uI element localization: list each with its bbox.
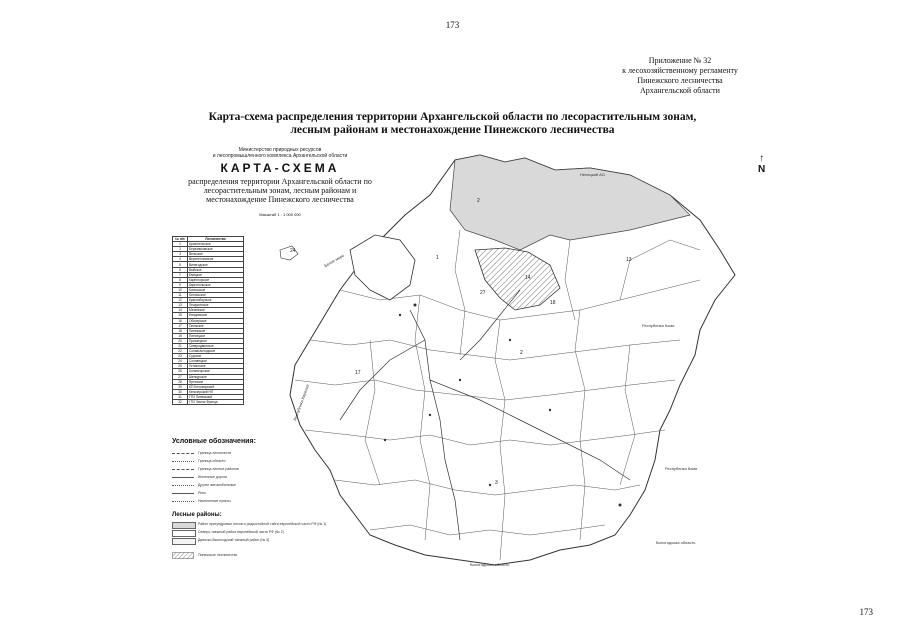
- forestry-name: ЛП Беломорский: [188, 384, 244, 389]
- forestry-name: Карпогорское: [188, 277, 244, 282]
- convention-symbol: [172, 453, 194, 454]
- row-number: 29: [173, 384, 188, 389]
- zone-3-swatch: [172, 538, 196, 545]
- region-number: 24: [290, 248, 296, 254]
- row-number: 17: [173, 323, 188, 328]
- row-number: 15: [173, 313, 188, 318]
- row-number: 24: [173, 359, 188, 364]
- forestry-name: Вельское: [188, 252, 244, 257]
- row-number: 18: [173, 328, 188, 333]
- conventions-title: Условные обозначения:: [172, 438, 256, 445]
- row-number: 5: [173, 262, 188, 267]
- place-label: Ненецкий АО: [580, 172, 605, 177]
- forestry-name: Красноборское: [188, 298, 244, 303]
- pinega-swatch: [172, 552, 194, 559]
- forestry-name: Яренское: [188, 379, 244, 384]
- forestry-name: Кенозерский НП: [188, 389, 244, 394]
- row-number: 14: [173, 308, 188, 313]
- forestry-name: Соловецкое: [188, 359, 244, 364]
- legend-body: [173, 242, 244, 405]
- region-number: 2: [477, 198, 480, 204]
- page-number-top: 173: [445, 20, 460, 30]
- row-number: 8: [173, 277, 188, 282]
- forestry-name: Архангельское: [188, 242, 244, 247]
- forestry-name: Каргопольское: [188, 282, 244, 287]
- forestry-name: Котласское: [188, 293, 244, 298]
- page-title: [0, 111, 905, 137]
- map-scale: Масштаб 1 : 1 000 000: [259, 212, 301, 217]
- subtitle-line: распределения территории Архангельской области по: [188, 177, 372, 186]
- convention-label: Граница области: [198, 459, 226, 463]
- appendix-line: Архангельской области: [640, 86, 720, 95]
- appendix-line: к лесохозяйственному регламенту: [622, 66, 738, 75]
- north-arrow-icon: ↑: [759, 153, 765, 164]
- convention-symbol: [172, 501, 194, 502]
- column-header: Лесничество: [188, 237, 244, 242]
- row-number: 13: [173, 303, 188, 308]
- row-number: 26: [173, 369, 188, 374]
- row-number: 4: [173, 257, 188, 262]
- forestry-name: Емецкое: [188, 272, 244, 277]
- title-line: лесным районам и местонахождение Пинежского лесничества: [290, 124, 615, 136]
- forestry-name: Плесецкое: [188, 333, 244, 338]
- row-number: 19: [173, 333, 188, 338]
- region-number: 27: [480, 290, 486, 296]
- forestry-name: Северодвинское: [188, 343, 244, 348]
- map-title: КАРТА-СХЕМА: [220, 161, 340, 175]
- place-label: Вологодская область: [470, 562, 510, 567]
- page-number-bottom: 173: [859, 607, 873, 617]
- appendix-line: Пинежского лесничества: [637, 76, 723, 85]
- convention-symbol: [172, 493, 194, 494]
- pinega-label: Пинежское лесничество: [198, 553, 238, 557]
- forestry-name: Няндомское: [188, 313, 244, 318]
- convention-label: Граница лесных районов: [198, 467, 239, 471]
- row-number: 30: [173, 389, 188, 394]
- forestry-name: Онежское: [188, 323, 244, 328]
- row-number: 23: [173, 354, 188, 359]
- table-row: [173, 400, 244, 405]
- ministry-line: и лесопромышленного комплекса Архангельской области: [212, 153, 348, 159]
- appendix-note: [550, 56, 810, 96]
- row-number: 10: [173, 287, 188, 292]
- forestry-name: ГПЗ Пинежский: [188, 394, 244, 399]
- convention-symbol: [172, 461, 194, 462]
- row-number: 28: [173, 379, 188, 384]
- north-letter: N: [758, 164, 766, 175]
- forestry-name: Пинежское: [188, 328, 244, 333]
- row-number: 3: [173, 252, 188, 257]
- place-label: Белое море: [323, 252, 345, 269]
- row-number: 6: [173, 267, 188, 272]
- row-number: 22: [173, 349, 188, 354]
- region-number: 3: [495, 480, 498, 486]
- row-number: 1: [173, 242, 188, 247]
- convention-label: Граница лесничеств: [198, 451, 232, 455]
- subtitle-line: местонахождение Пинежского лесничества: [206, 195, 354, 204]
- subtitle-line: лесорастительным зонам, лесным районам и: [203, 186, 357, 195]
- forestry-name: Холмогорское: [188, 369, 244, 374]
- row-number: 11: [173, 293, 188, 298]
- row-number: 9: [173, 282, 188, 287]
- place-label: Республика Коми: [665, 466, 698, 471]
- forestry-name: Лешуконское: [188, 303, 244, 308]
- forestry-legend-table: [172, 236, 244, 405]
- row-number: 32: [173, 400, 188, 405]
- convention-symbol: [172, 469, 194, 470]
- row-number: 31: [173, 394, 188, 399]
- row-number: 7: [173, 272, 188, 277]
- region-number: 1: [436, 255, 439, 261]
- place-label: Республика Коми: [642, 323, 675, 328]
- forestry-name: Устьянское: [188, 364, 244, 369]
- ministry-line: Министерство природных ресурсов: [238, 147, 322, 153]
- forestry-name: Верхнетоемское: [188, 257, 244, 262]
- zones-title: Лесные районы:: [172, 512, 222, 518]
- place-label: Вологодская область: [656, 540, 696, 545]
- convention-symbol: [172, 485, 194, 486]
- forestry-name: ГПЗ Земля Франца: [188, 400, 244, 405]
- forestry-name: Приозерное: [188, 338, 244, 343]
- zone-label: Район притундровых лесов и редкостойной тайги европейской части РФ (№ 1): [198, 522, 327, 526]
- north-arrow: [758, 153, 765, 175]
- convention-label: Другие автомобильные: [198, 483, 236, 487]
- map-ministry: [165, 147, 395, 159]
- region-map: [160, 140, 760, 580]
- map-subtitle: [165, 177, 395, 204]
- forestry-name: Сурское: [188, 354, 244, 359]
- zone-label: Северо-таежный район европейской части РФ (№ 2): [198, 530, 284, 534]
- region-number: 14: [525, 275, 531, 281]
- title-line: Карта-схема распределения территории Архангельской области по лесорастительным зонам,: [208, 111, 697, 123]
- row-number: 25: [173, 364, 188, 369]
- forestry-name: Коношское: [188, 287, 244, 292]
- column-header: № п/п: [173, 237, 188, 242]
- convention-label: Реки: [198, 491, 206, 495]
- forestry-name: Вилегодское: [188, 262, 244, 267]
- row-number: 2: [173, 247, 188, 252]
- row-number: 12: [173, 298, 188, 303]
- region-number: 18: [550, 300, 556, 306]
- forestry-name: Сольвычегодское: [188, 349, 244, 354]
- forestry-name: Выйское: [188, 267, 244, 272]
- convention-label: Железные дороги: [198, 475, 228, 479]
- region-number: 17: [355, 370, 361, 376]
- row-number: 27: [173, 374, 188, 379]
- row-number: 20: [173, 338, 188, 343]
- convention-symbol: [172, 477, 194, 478]
- place-label: Республика Карелия: [292, 383, 311, 422]
- convention-label: Населенные пункты: [198, 499, 231, 503]
- forestry-name: Мезенское: [188, 308, 244, 313]
- appendix-line: Приложение № 32: [648, 56, 712, 65]
- forestry-name: Обозерское: [188, 318, 244, 323]
- region-number: 13: [626, 257, 632, 263]
- row-number: 21: [173, 343, 188, 348]
- zone-1-swatch: [172, 522, 196, 529]
- row-number: 16: [173, 318, 188, 323]
- zone-2-swatch: [172, 530, 196, 537]
- zone-label: Двинско-Вычегодский таежный район (№ 3): [198, 538, 270, 542]
- forestry-name: Березниковское: [188, 247, 244, 252]
- region-number: 2: [520, 350, 523, 356]
- forestry-name: Шенкурское: [188, 374, 244, 379]
